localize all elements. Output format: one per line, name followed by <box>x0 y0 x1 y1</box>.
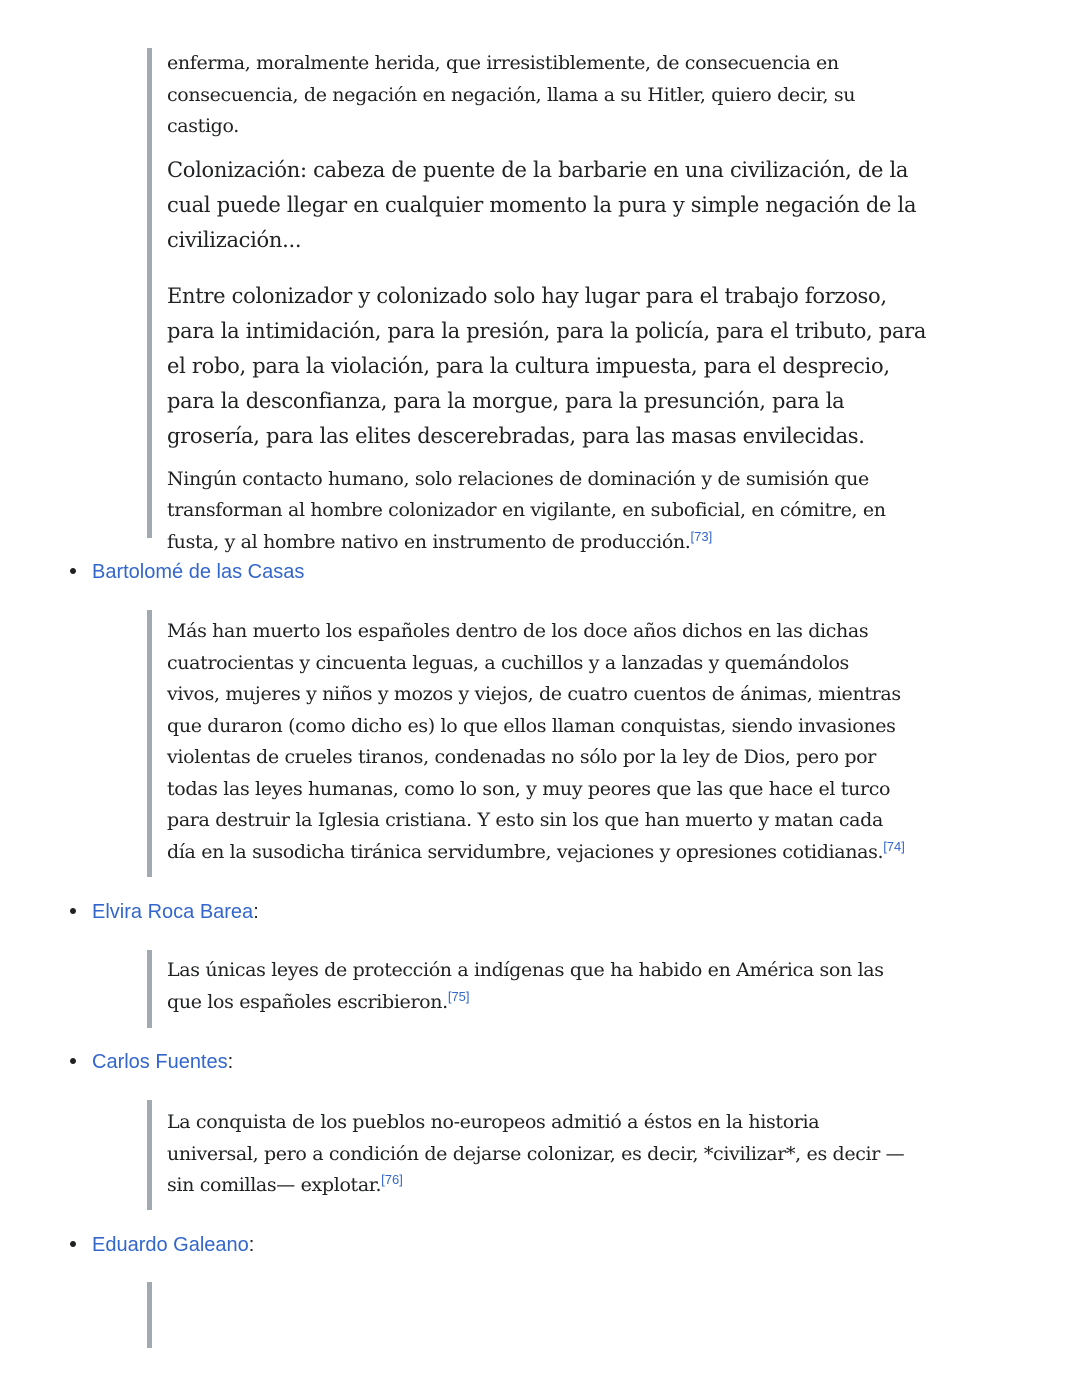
author-suffix: : <box>248 1234 255 1256</box>
blockquote-carlos-fuentes <box>147 1100 907 1210</box>
list-item-elvira <box>70 898 259 926</box>
author-suffix: : <box>253 901 259 923</box>
quote-text: La conquista de los pueblos no-europeos admitió a éstos en la historia universal, pero a condición de dejarse colonizar, es decir, *civilizar*, es decir —sin comillas— explotar. <box>167 1111 905 1196</box>
author-link[interactable]: Elvira Roca Barea <box>92 901 254 923</box>
quote-text: Las únicas leyes de protección a indígenas que ha habido en América son las que los españoles escribieron. <box>167 959 884 1013</box>
quote-paragraph: Colonización: cabeza de puente de la barbarie en una civilización, de la cual puede llegar en cualquier momento la pura y simple negación de la civilización... <box>167 157 917 252</box>
quote-paragraph <box>167 464 927 559</box>
list-item-bartolome <box>70 558 304 586</box>
quote-paragraph: enferma, moralmente herida, que irresistiblemente, de consecuencia en consecuencia, de negación en negación, llama a su Hitler, quiero decir, su castigo. <box>167 52 856 137</box>
blockquote-elvira <box>147 950 907 1028</box>
quote-paragraph <box>167 616 907 868</box>
reference-link[interactable]: [75] <box>447 988 470 1004</box>
blockquote-cesaire <box>147 48 927 553</box>
author-link[interactable]: Carlos Fuentes <box>92 1051 228 1073</box>
author-link[interactable]: Eduardo Galeano <box>92 1234 249 1256</box>
reference-link[interactable]: [73] <box>690 528 713 544</box>
quote-paragraph <box>167 1107 907 1202</box>
bullet-icon <box>70 568 76 574</box>
quote-paragraph <box>167 955 907 1018</box>
bullet-icon <box>70 908 76 914</box>
reference-link[interactable]: [76] <box>381 1172 403 1187</box>
reference-link[interactable]: [74] <box>883 838 905 854</box>
author-suffix: : <box>227 1051 234 1073</box>
blockquote-bartolome <box>147 610 907 877</box>
quote-text: Más han muerto los españoles dentro de los doce años dichos en las dichas cuatrocientas y cincuenta leguas, a cuchillos y a lanzadas y quemándolos vivos, mujeres y niños y mozos y viejos, de cuatro cuentos de ánimas, mientras que duraron (como dicho es) lo que ellos llaman conquistas, siendo invasiones violentas de crueles tiranos, condenadas no sólo por la ley de Dios, pero por todas las leyes humanas, como lo son, y muy peores que las que hace el turco para destruir la Iglesia cristiana. Y esto sin los que han muerto y matan cada día en la susodicha tiránica servidumbre, vejaciones y opresiones cotidianas. <box>167 620 901 863</box>
list-item-carlos-fuentes <box>70 1048 233 1076</box>
list-item-eduardo-galeano <box>70 1231 254 1259</box>
blockquote-eduardo-galeano <box>147 1282 927 1348</box>
bullet-icon <box>70 1241 76 1247</box>
quote-paragraph: Entre colonizador y colonizado solo hay lugar para el trabajo forzoso, para la intimidación, para la presión, para la policía, para el tributo, para el robo, para la violación, para la cultura impuesta, para el desprecio, para la desconfianza, para la morgue, para la presunción, para la grosería, para las elites descerebradas, para las masas envilecidas. <box>167 283 927 448</box>
bullet-icon <box>70 1058 76 1064</box>
author-link[interactable]: Bartolomé de las Casas <box>92 561 305 583</box>
quote-text: Ningún contacto humano, solo relaciones de dominación y de sumisión que transforman al hombre colonizador en vigilante, en suboficial, en cómitre, en fusta, y al hombre nativo en instrumento de producción. <box>167 467 886 553</box>
